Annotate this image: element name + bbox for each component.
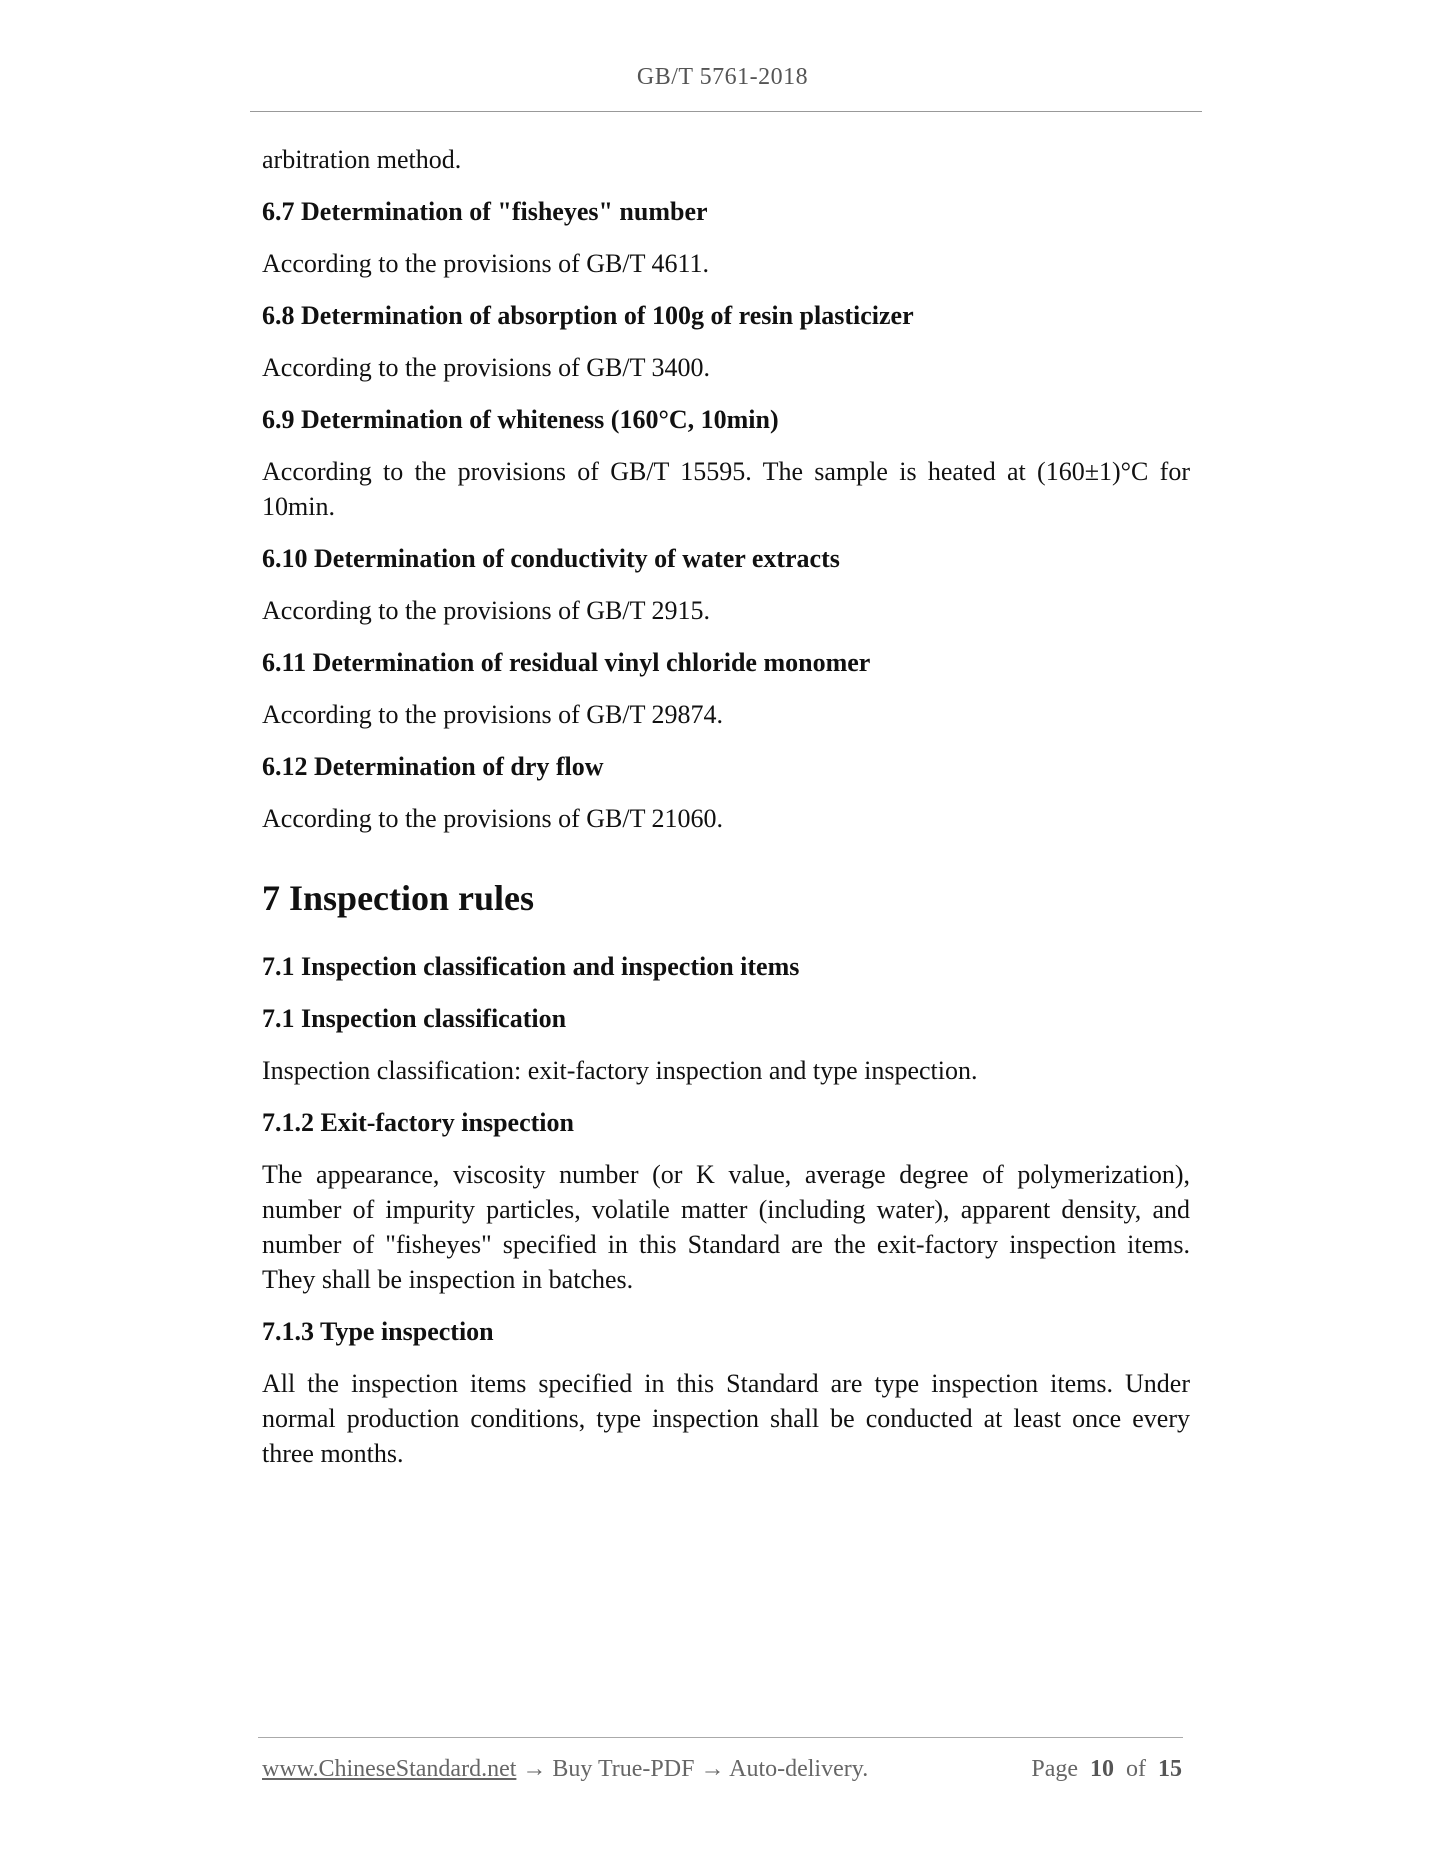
- section-7-1-2-heading: 7.1.2 Exit-factory inspection: [262, 1108, 574, 1137]
- section-7-1-subheading: 7.1 Inspection classification: [262, 1004, 567, 1033]
- of-word: of: [1126, 1756, 1146, 1782]
- page-footer: [262, 1756, 1182, 1783]
- chapter-7-heading: 7 Inspection rules: [262, 878, 535, 918]
- section-6-7-paragraph: According to the provisions of GB/T 4611.: [262, 249, 710, 278]
- footer-promo: [262, 1756, 868, 1783]
- section-7-1-heading: 7.1 Inspection classification and inspection items: [262, 952, 800, 981]
- section-6-8-paragraph: According to the provisions of GB/T 3400.: [262, 353, 710, 382]
- section-7-1-3-heading: 7.1.3 Type inspection: [262, 1317, 494, 1346]
- page-current: 10: [1090, 1756, 1114, 1782]
- section-6-12-heading: 6.12 Determination of dry flow: [262, 752, 604, 781]
- page-number: [1031, 1756, 1182, 1783]
- header-divider: [250, 111, 1202, 112]
- continuation-paragraph: arbitration method.: [262, 145, 462, 174]
- section-6-9-heading: 6.9 Determination of whiteness (160°C, 10min): [262, 405, 779, 434]
- section-6-8-heading: 6.8 Determination of absorption of 100g of resin plasticizer: [262, 301, 914, 330]
- section-7-1-paragraph: Inspection classification: exit-factory inspection and type inspection.: [262, 1056, 978, 1085]
- section-6-10-paragraph: According to the provisions of GB/T 2915.: [262, 596, 710, 625]
- section-6-9-paragraph: According to the provisions of GB/T 15595. The sample is heated at (160±1)°C for 10min.: [262, 457, 1190, 521]
- site-link[interactable]: www.ChineseStandard.net: [262, 1756, 517, 1782]
- section-6-10-heading: 6.10 Determination of conductivity of water extracts: [262, 544, 840, 573]
- footer-promo-text: → Buy True-PDF → Auto-delivery.: [516, 1756, 869, 1782]
- page-word: Page: [1031, 1756, 1078, 1782]
- section-6-11-paragraph: According to the provisions of GB/T 29874.: [262, 700, 723, 729]
- section-7-1-2-paragraph: The appearance, viscosity number (or K value, average degree of polymerization), number of impurity particles, volatile matter (including water), apparent density, and number of "fisheyes" specified in this Standard are the exit-factory inspection items. They shall be inspection in batches.: [262, 1160, 1190, 1294]
- page-total: 15: [1158, 1756, 1182, 1782]
- footer-divider: [258, 1737, 1183, 1738]
- document-id-header: GB/T 5761-2018: [636, 64, 809, 90]
- section-7-1-3-paragraph: All the inspection items specified in this Standard are type inspection items. Under normal production conditions, type inspection shall be conducted at least once every three months.: [262, 1369, 1190, 1468]
- page-content: [262, 142, 1190, 1471]
- section-6-12-paragraph: According to the provisions of GB/T 21060.: [262, 804, 723, 833]
- section-6-11-heading: 6.11 Determination of residual vinyl chloride monomer: [262, 648, 871, 677]
- section-6-7-heading: 6.7 Determination of "fisheyes" number: [262, 197, 708, 226]
